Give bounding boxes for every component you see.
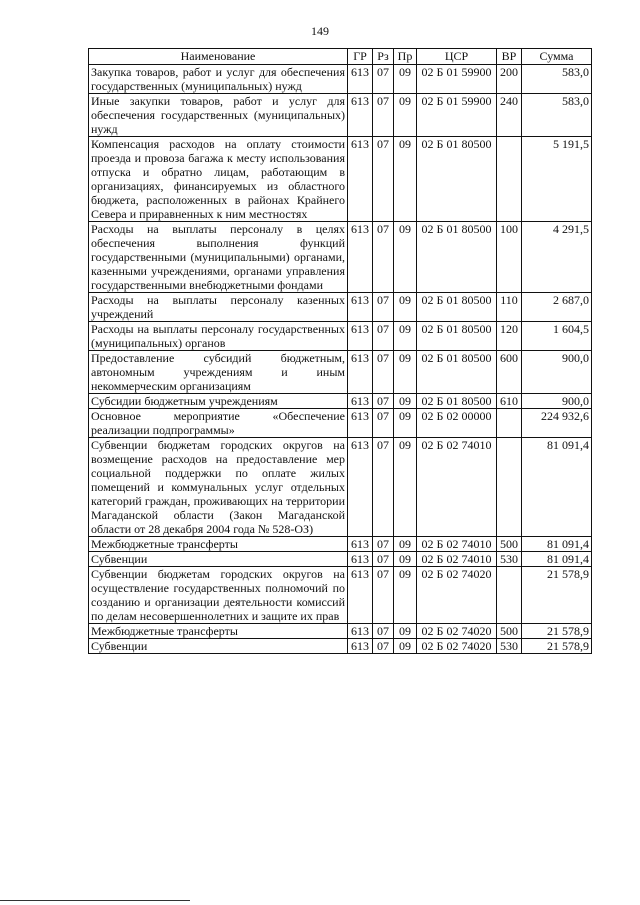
- cell-vr: 120: [497, 322, 522, 351]
- cell-vr: 600: [497, 351, 522, 394]
- cell-rz: 07: [373, 639, 394, 654]
- cell-vr: 500: [497, 624, 522, 639]
- cell-vr: 200: [497, 65, 522, 94]
- cell-rz: 07: [373, 293, 394, 322]
- table-row: [89, 639, 592, 654]
- page-number: 149: [311, 24, 329, 38]
- cell-pr: 09: [394, 137, 417, 222]
- table-row: [89, 438, 592, 537]
- cell-gr: 613: [348, 293, 373, 322]
- cell-name: Субсидии бюджетным учреждениям: [89, 394, 348, 409]
- cell-vr: [497, 438, 522, 537]
- cell-vr: 610: [497, 394, 522, 409]
- cell-rz: 07: [373, 567, 394, 624]
- cell-rz: 07: [373, 322, 394, 351]
- table-row: [89, 351, 592, 394]
- cell-vr: 530: [497, 639, 522, 654]
- cell-rz: 07: [373, 94, 394, 137]
- budget-table: [88, 48, 592, 654]
- cell-csr: 02 Б 02 74010: [417, 552, 497, 567]
- table-body: [89, 65, 592, 654]
- cell-gr: 613: [348, 394, 373, 409]
- cell-gr: 613: [348, 65, 373, 94]
- cell-pr: 09: [394, 222, 417, 293]
- cell-sum: 2 687,0: [522, 293, 592, 322]
- table-row: [89, 567, 592, 624]
- cell-name: Компенсация расходов на оплату стоимости проезда и провоза багажа к месту использования отпуска и обратно лицам, работающим в организациях, финансируемых из областного бюджета, расположенных в районах Крайнего Севера и приравненных к ним местностях: [89, 137, 348, 222]
- cell-vr: 530: [497, 552, 522, 567]
- cell-sum: 583,0: [522, 94, 592, 137]
- cell-csr: 02 Б 01 80500: [417, 137, 497, 222]
- cell-gr: 613: [348, 552, 373, 567]
- cell-csr: 02 Б 02 74010: [417, 438, 497, 537]
- cell-gr: 613: [348, 537, 373, 552]
- cell-name: Субвенции: [89, 552, 348, 567]
- cell-vr: [497, 137, 522, 222]
- cell-sum: 81 091,4: [522, 537, 592, 552]
- cell-gr: 613: [348, 222, 373, 293]
- cell-gr: 613: [348, 322, 373, 351]
- cell-pr: 09: [394, 94, 417, 137]
- cell-rz: 07: [373, 552, 394, 567]
- cell-name: Расходы на выплаты персоналу казенных учреждений: [89, 293, 348, 322]
- cell-name: Закупка товаров, работ и услуг для обеспечения государственных (муниципальных) нужд: [89, 65, 348, 94]
- cell-name: Основное мероприятие «Обеспечение реализации подпрограммы»: [89, 409, 348, 438]
- cell-pr: 09: [394, 409, 417, 438]
- cell-pr: 09: [394, 624, 417, 639]
- cell-vr: [497, 409, 522, 438]
- cell-pr: 09: [394, 567, 417, 624]
- cell-name: Предоставление субсидий бюджетным, автономным учреждениям и иным некоммерческим организациям: [89, 351, 348, 394]
- cell-pr: 09: [394, 639, 417, 654]
- cell-sum: 583,0: [522, 65, 592, 94]
- table-row: [89, 409, 592, 438]
- table-row: [89, 322, 592, 351]
- cell-rz: 07: [373, 624, 394, 639]
- column-header-sum: Сумма: [522, 49, 592, 65]
- cell-vr: 100: [497, 222, 522, 293]
- cell-vr: 500: [497, 537, 522, 552]
- column-header-csr: ЦСР: [417, 49, 497, 65]
- cell-pr: 09: [394, 351, 417, 394]
- cell-vr: 240: [497, 94, 522, 137]
- cell-sum: 900,0: [522, 351, 592, 394]
- cell-name: Субвенции бюджетам городских округов на возмещение расходов на предоставление мер социальной поддержки по оплате жилых помещений и коммунальных услуг отдельных категорий граждан, проживающих на территории Магаданской области (Закон Магаданской области от 28 декабря 2004 года № 528-ОЗ): [89, 438, 348, 537]
- cell-sum: 224 932,6: [522, 409, 592, 438]
- cell-csr: 02 Б 01 80500: [417, 394, 497, 409]
- cell-name: Иные закупки товаров, работ и услуг для обеспечения государственных (муниципальных) нужд: [89, 94, 348, 137]
- cell-gr: 613: [348, 438, 373, 537]
- table-row: [89, 624, 592, 639]
- table-row: [89, 537, 592, 552]
- cell-csr: 02 Б 01 59900: [417, 94, 497, 137]
- cell-csr: 02 Б 02 74020: [417, 624, 497, 639]
- cell-rz: 07: [373, 394, 394, 409]
- table-header-row: [89, 49, 592, 65]
- cell-sum: 4 291,5: [522, 222, 592, 293]
- cell-sum: 21 578,9: [522, 624, 592, 639]
- column-header-pr: Пр: [394, 49, 417, 65]
- cell-name: Субвенции: [89, 639, 348, 654]
- cell-csr: 02 Б 02 00000: [417, 409, 497, 438]
- table-row: [89, 394, 592, 409]
- cell-name: Межбюджетные трансферты: [89, 624, 348, 639]
- table-row: [89, 137, 592, 222]
- cell-pr: 09: [394, 65, 417, 94]
- cell-vr: 110: [497, 293, 522, 322]
- cell-gr: 613: [348, 567, 373, 624]
- cell-csr: 02 Б 01 80500: [417, 293, 497, 322]
- cell-gr: 613: [348, 409, 373, 438]
- cell-name: Расходы на выплаты персоналу в целях обеспечения выполнения функций государственными (муниципальными) органами, казенными учреждениями, органами управления государственными внебюджетными фондами: [89, 222, 348, 293]
- cell-gr: 613: [348, 94, 373, 137]
- table-row: [89, 552, 592, 567]
- cell-pr: 09: [394, 438, 417, 537]
- cell-pr: 09: [394, 552, 417, 567]
- cell-name: Межбюджетные трансферты: [89, 537, 348, 552]
- column-header-rz: Рз: [373, 49, 394, 65]
- cell-gr: 613: [348, 624, 373, 639]
- cell-rz: 07: [373, 537, 394, 552]
- cell-rz: 07: [373, 65, 394, 94]
- cell-pr: 09: [394, 322, 417, 351]
- table-row: [89, 65, 592, 94]
- cell-sum: 5 191,5: [522, 137, 592, 222]
- cell-rz: 07: [373, 137, 394, 222]
- cell-name: Расходы на выплаты персоналу государственных (муниципальных) органов: [89, 322, 348, 351]
- column-header-vr: ВР: [497, 49, 522, 65]
- cell-sum: 900,0: [522, 394, 592, 409]
- cell-sum: 81 091,4: [522, 438, 592, 537]
- table-row: [89, 222, 592, 293]
- cell-rz: 07: [373, 351, 394, 394]
- table-row: [89, 94, 592, 137]
- cell-sum: 81 091,4: [522, 552, 592, 567]
- cell-sum: 1 604,5: [522, 322, 592, 351]
- cell-gr: 613: [348, 351, 373, 394]
- cell-gr: 613: [348, 639, 373, 654]
- cell-csr: 02 Б 01 59900: [417, 65, 497, 94]
- column-header-name: Наименование: [89, 49, 348, 65]
- cell-csr: 02 Б 02 74020: [417, 639, 497, 654]
- cell-csr: 02 Б 01 80500: [417, 222, 497, 293]
- cell-sum: 21 578,9: [522, 567, 592, 624]
- footer-divider: [0, 900, 190, 901]
- column-header-gr: ГР: [348, 49, 373, 65]
- cell-csr: 02 Б 01 80500: [417, 322, 497, 351]
- cell-pr: 09: [394, 394, 417, 409]
- cell-csr: 02 Б 02 74020: [417, 567, 497, 624]
- table-row: [89, 293, 592, 322]
- cell-vr: [497, 567, 522, 624]
- cell-rz: 07: [373, 438, 394, 537]
- cell-name: Субвенции бюджетам городских округов на осуществление государственных полномочий по созданию и организации деятельности комиссий по делам несовершеннолетних и защите их прав: [89, 567, 348, 624]
- cell-pr: 09: [394, 293, 417, 322]
- cell-sum: 21 578,9: [522, 639, 592, 654]
- cell-rz: 07: [373, 222, 394, 293]
- cell-pr: 09: [394, 537, 417, 552]
- cell-csr: 02 Б 02 74010: [417, 537, 497, 552]
- cell-csr: 02 Б 01 80500: [417, 351, 497, 394]
- cell-gr: 613: [348, 137, 373, 222]
- cell-rz: 07: [373, 409, 394, 438]
